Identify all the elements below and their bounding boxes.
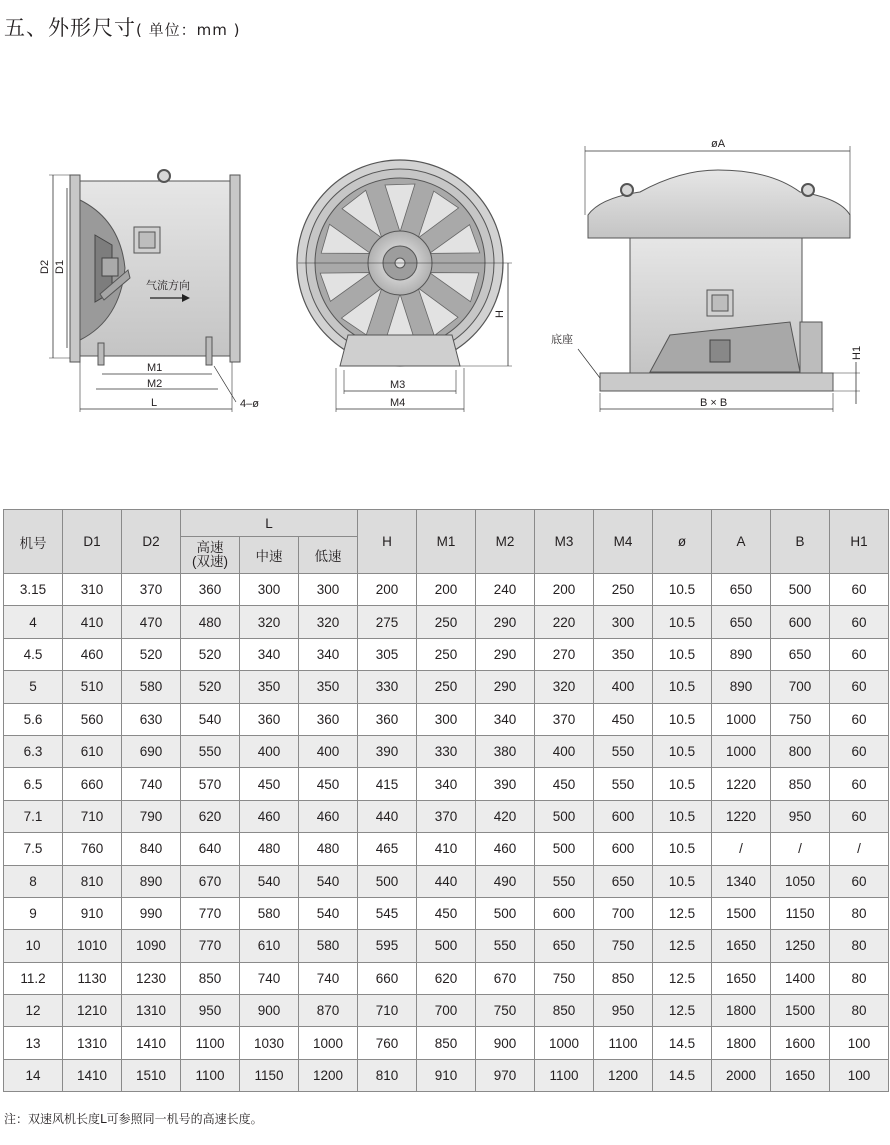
table-cell: 580 — [122, 671, 181, 703]
header-m1: M1 — [417, 510, 476, 574]
table-cell: 1650 — [771, 1059, 830, 1091]
table-row — [4, 1027, 889, 1059]
side-view — [39, 170, 259, 412]
table-cell: 500 — [358, 865, 417, 897]
table-cell: 850 — [771, 768, 830, 800]
header-m3: M3 — [535, 510, 594, 574]
table-row — [4, 703, 889, 735]
table-cell: / — [830, 833, 889, 865]
table-cell: 400 — [240, 735, 299, 767]
table-cell: 6.5 — [4, 768, 63, 800]
table-cell: 290 — [476, 638, 535, 670]
table-cell: 1250 — [771, 930, 830, 962]
table-cell: 490 — [476, 865, 535, 897]
table-cell: 545 — [358, 897, 417, 929]
table-cell: 700 — [771, 671, 830, 703]
table-cell: 300 — [240, 574, 299, 606]
table-row — [4, 800, 889, 832]
table-cell: 450 — [417, 897, 476, 929]
table-cell: 580 — [240, 897, 299, 929]
table-cell: 1210 — [63, 995, 122, 1027]
table-cell: 610 — [240, 930, 299, 962]
table-cell: 1000 — [712, 735, 771, 767]
table-cell: 100 — [830, 1027, 889, 1059]
table-cell: 580 — [299, 930, 358, 962]
table-cell: 200 — [417, 574, 476, 606]
table-cell: 3.15 — [4, 574, 63, 606]
table-cell: 80 — [830, 930, 889, 962]
table-cell: 1600 — [771, 1027, 830, 1059]
table-cell: 1200 — [594, 1059, 653, 1091]
header-phi: ø — [653, 510, 712, 574]
table-cell: 640 — [181, 833, 240, 865]
table-cell: 12.5 — [653, 897, 712, 929]
table-cell: 60 — [830, 703, 889, 735]
table-cell: 910 — [63, 897, 122, 929]
table-row — [4, 833, 889, 865]
table-cell: 350 — [240, 671, 299, 703]
table-cell: 1230 — [122, 962, 181, 994]
table-row — [4, 638, 889, 670]
table-cell: 900 — [240, 995, 299, 1027]
table-cell: 460 — [63, 638, 122, 670]
table-cell: 850 — [535, 995, 594, 1027]
table-cell: 1100 — [181, 1027, 240, 1059]
m3-label: M3 — [390, 379, 406, 391]
table-cell: 750 — [476, 995, 535, 1027]
table-cell: 420 — [476, 800, 535, 832]
table-cell: 7.5 — [4, 833, 63, 865]
header-l-low: 低速 — [299, 537, 358, 574]
table-cell: 460 — [299, 800, 358, 832]
table-cell: 360 — [181, 574, 240, 606]
table-cell: 1050 — [771, 865, 830, 897]
table-cell: 370 — [122, 574, 181, 606]
table-cell: 10.5 — [653, 833, 712, 865]
table-cell: 350 — [299, 671, 358, 703]
table-cell: 320 — [299, 606, 358, 638]
m2-label: M2 — [147, 378, 163, 390]
m1-label: M1 — [147, 362, 163, 374]
table-cell: 10.5 — [653, 606, 712, 638]
table-cell: 440 — [417, 865, 476, 897]
table-cell: 630 — [122, 703, 181, 735]
table-cell: 520 — [181, 671, 240, 703]
table-cell: 570 — [181, 768, 240, 800]
table-cell: 670 — [476, 962, 535, 994]
airflow-label: 气流方向 — [146, 280, 190, 292]
table-cell: 320 — [535, 671, 594, 703]
table-cell: 300 — [417, 703, 476, 735]
table-cell: 10.5 — [653, 574, 712, 606]
table-cell: 460 — [240, 800, 299, 832]
table-cell: 1000 — [299, 1027, 358, 1059]
table-cell: 440 — [358, 800, 417, 832]
table-cell: 340 — [240, 638, 299, 670]
table-cell: 360 — [299, 703, 358, 735]
table-cell: 200 — [358, 574, 417, 606]
header-l-high-sub: (双速) — [192, 554, 228, 569]
table-cell: 12 — [4, 995, 63, 1027]
table-cell: 400 — [594, 671, 653, 703]
table-cell: 700 — [417, 995, 476, 1027]
base-label: 底座 — [551, 334, 573, 346]
table-cell: 220 — [535, 606, 594, 638]
table-cell: 400 — [535, 735, 594, 767]
table-cell: 60 — [830, 735, 889, 767]
table-cell: 60 — [830, 638, 889, 670]
table-cell: 1400 — [771, 962, 830, 994]
table-cell: 770 — [181, 897, 240, 929]
dimension-table — [3, 509, 889, 1092]
roof-view — [551, 138, 863, 412]
table-cell: 890 — [122, 865, 181, 897]
table-cell: 1000 — [535, 1027, 594, 1059]
holes-label: 4–ø — [240, 398, 259, 410]
table-row — [4, 865, 889, 897]
table-cell: 1650 — [712, 930, 771, 962]
table-cell: 465 — [358, 833, 417, 865]
table-cell: 1220 — [712, 800, 771, 832]
table-cell: 550 — [476, 930, 535, 962]
table-cell: 540 — [299, 897, 358, 929]
table-cell: 950 — [771, 800, 830, 832]
table-cell: 790 — [122, 800, 181, 832]
table-cell: 10.5 — [653, 865, 712, 897]
table-cell: 700 — [594, 897, 653, 929]
table-cell: 560 — [63, 703, 122, 735]
heading-unit: ( 单位：mm ) — [136, 21, 241, 39]
table-cell: 540 — [181, 703, 240, 735]
table-cell: 890 — [712, 638, 771, 670]
table-cell: 10.5 — [653, 638, 712, 670]
table-cell: 450 — [594, 703, 653, 735]
table-cell: 450 — [240, 768, 299, 800]
header-h: H — [358, 510, 417, 574]
table-cell: 1000 — [712, 703, 771, 735]
table-cell: 1410 — [63, 1059, 122, 1091]
dimension-drawings — [0, 95, 890, 430]
table-cell: 390 — [358, 735, 417, 767]
table-cell: 370 — [535, 703, 594, 735]
table-cell: / — [712, 833, 771, 865]
table-cell: 910 — [417, 1059, 476, 1091]
table-cell: 450 — [299, 768, 358, 800]
table-cell: 5 — [4, 671, 63, 703]
table-cell: 610 — [63, 735, 122, 767]
table-cell: 595 — [358, 930, 417, 962]
table-cell: 10.5 — [653, 768, 712, 800]
table-cell: 2000 — [712, 1059, 771, 1091]
table-cell: 410 — [63, 606, 122, 638]
table-cell: 550 — [535, 865, 594, 897]
table-cell: 460 — [476, 833, 535, 865]
table-cell: 300 — [299, 574, 358, 606]
table-cell: 540 — [299, 865, 358, 897]
d1-label: D1 — [54, 259, 66, 274]
table-cell: 1150 — [771, 897, 830, 929]
table-cell: 330 — [417, 735, 476, 767]
table-cell: 6.3 — [4, 735, 63, 767]
table-cell: 11.2 — [4, 962, 63, 994]
table-cell: 340 — [417, 768, 476, 800]
table-cell: 370 — [417, 800, 476, 832]
table-cell: 1500 — [712, 897, 771, 929]
table-cell: 60 — [830, 800, 889, 832]
table-cell: 10.5 — [653, 671, 712, 703]
table-cell: 1220 — [712, 768, 771, 800]
table-cell: 250 — [417, 638, 476, 670]
table-cell: 360 — [358, 703, 417, 735]
table-cell: 620 — [181, 800, 240, 832]
table-cell: 80 — [830, 897, 889, 929]
heading-title: 五、外形尺寸 — [4, 16, 136, 40]
table-cell: 270 — [535, 638, 594, 670]
front-view — [297, 160, 512, 412]
table-body — [4, 574, 889, 1092]
table-cell: 12.5 — [653, 995, 712, 1027]
table-cell: 12.5 — [653, 962, 712, 994]
table-cell: 1100 — [181, 1059, 240, 1091]
table-cell: 240 — [476, 574, 535, 606]
table-cell: 810 — [358, 1059, 417, 1091]
table-cell: 80 — [830, 962, 889, 994]
table-cell: 10.5 — [653, 703, 712, 735]
table-cell: 510 — [63, 671, 122, 703]
table-cell: 13 — [4, 1027, 63, 1059]
table-cell: 1030 — [240, 1027, 299, 1059]
table-cell: 100 — [830, 1059, 889, 1091]
table-cell: 60 — [830, 606, 889, 638]
table-cell: 1510 — [122, 1059, 181, 1091]
table-cell: 520 — [181, 638, 240, 670]
table-cell: 1100 — [535, 1059, 594, 1091]
table-cell: 770 — [181, 930, 240, 962]
table-cell: 500 — [535, 833, 594, 865]
table-cell: 1010 — [63, 930, 122, 962]
table-row — [4, 671, 889, 703]
table-cell: 850 — [594, 962, 653, 994]
table-cell: 740 — [299, 962, 358, 994]
table-cell: 250 — [417, 671, 476, 703]
table-cell: 800 — [771, 735, 830, 767]
header-d1: D1 — [63, 510, 122, 574]
table-cell: 9 — [4, 897, 63, 929]
table-cell: 670 — [181, 865, 240, 897]
table-cell: 600 — [771, 606, 830, 638]
table-cell: 10.5 — [653, 800, 712, 832]
table-row — [4, 962, 889, 994]
table-cell: 1800 — [712, 995, 771, 1027]
table-cell: 10.5 — [653, 735, 712, 767]
header-l-high-label: 高速 — [196, 540, 224, 555]
table-cell: 660 — [63, 768, 122, 800]
bxb-label: B × B — [700, 397, 728, 409]
table-cell: 450 — [535, 768, 594, 800]
table-cell: 380 — [476, 735, 535, 767]
table-cell: 480 — [240, 833, 299, 865]
table-cell: 60 — [830, 574, 889, 606]
table-cell: 690 — [122, 735, 181, 767]
header-b: B — [771, 510, 830, 574]
table-cell: 740 — [122, 768, 181, 800]
table-cell: 470 — [122, 606, 181, 638]
table-cell: 4 — [4, 606, 63, 638]
l-label: L — [151, 397, 158, 409]
table-cell: 620 — [417, 962, 476, 994]
table-cell: 950 — [181, 995, 240, 1027]
table-cell: 500 — [476, 897, 535, 929]
table-cell: 650 — [712, 574, 771, 606]
header-h1: H1 — [830, 510, 889, 574]
table-cell: 760 — [358, 1027, 417, 1059]
table-cell: 320 — [240, 606, 299, 638]
table-cell: 540 — [240, 865, 299, 897]
table-cell: 250 — [417, 606, 476, 638]
table-cell: 1310 — [63, 1027, 122, 1059]
table-cell: 1130 — [63, 962, 122, 994]
table-cell: 1500 — [771, 995, 830, 1027]
table-row — [4, 1059, 889, 1091]
header-a: A — [712, 510, 771, 574]
table-cell: 410 — [417, 833, 476, 865]
table-cell: 350 — [594, 638, 653, 670]
table-row — [4, 897, 889, 929]
table-cell: 60 — [830, 671, 889, 703]
table-cell: 310 — [63, 574, 122, 606]
table-cell: 600 — [535, 897, 594, 929]
table-cell: 550 — [181, 735, 240, 767]
header-l-high — [181, 537, 240, 574]
table-cell: 650 — [535, 930, 594, 962]
table-row — [4, 574, 889, 606]
table-cell: 650 — [771, 638, 830, 670]
table-cell: 305 — [358, 638, 417, 670]
header-m2: M2 — [476, 510, 535, 574]
table-row — [4, 735, 889, 767]
table-cell: 14.5 — [653, 1027, 712, 1059]
d2-label: D2 — [39, 259, 51, 274]
table-cell: 1310 — [122, 995, 181, 1027]
table-cell: 390 — [476, 768, 535, 800]
table-cell: 480 — [299, 833, 358, 865]
table-cell: 300 — [594, 606, 653, 638]
table-row — [4, 768, 889, 800]
table-row — [4, 606, 889, 638]
table-cell: 1200 — [299, 1059, 358, 1091]
table-cell: 1100 — [594, 1027, 653, 1059]
table-cell: 970 — [476, 1059, 535, 1091]
table-cell: 480 — [181, 606, 240, 638]
table-cell: 14.5 — [653, 1059, 712, 1091]
table-cell: 7.1 — [4, 800, 63, 832]
table-row — [4, 995, 889, 1027]
table-cell: 340 — [476, 703, 535, 735]
table-cell: 550 — [594, 768, 653, 800]
table-cell: 360 — [240, 703, 299, 735]
table-cell: 710 — [63, 800, 122, 832]
header-d2: D2 — [122, 510, 181, 574]
table-cell: 275 — [358, 606, 417, 638]
table-cell: 890 — [712, 671, 771, 703]
table-cell: 340 — [299, 638, 358, 670]
table-cell: 290 — [476, 606, 535, 638]
header-l: L — [181, 510, 358, 537]
table-cell: 650 — [712, 606, 771, 638]
table-cell: 60 — [830, 865, 889, 897]
header-m4: M4 — [594, 510, 653, 574]
table-cell: 60 — [830, 768, 889, 800]
table-cell: 250 — [594, 574, 653, 606]
table-cell: 400 — [299, 735, 358, 767]
table-cell: 1410 — [122, 1027, 181, 1059]
table-cell: 10 — [4, 930, 63, 962]
table-cell: 950 — [594, 995, 653, 1027]
table-cell: 8 — [4, 865, 63, 897]
table-cell: 1340 — [712, 865, 771, 897]
table-cell: 5.6 — [4, 703, 63, 735]
table-cell: 4.5 — [4, 638, 63, 670]
page-heading — [4, 12, 240, 42]
table-cell: 500 — [771, 574, 830, 606]
header-no: 机号 — [4, 510, 63, 574]
table-cell: 550 — [594, 735, 653, 767]
table-cell: 750 — [594, 930, 653, 962]
table-cell: 600 — [594, 833, 653, 865]
table-cell: 290 — [476, 671, 535, 703]
table-cell: 12.5 — [653, 930, 712, 962]
h-label: H — [494, 310, 506, 318]
table-cell: 650 — [594, 865, 653, 897]
table-cell: 1150 — [240, 1059, 299, 1091]
footnote: 注：双速风机长度L可参照同一机号的高速长度。 — [4, 1112, 263, 1126]
table-cell: 900 — [476, 1027, 535, 1059]
header-l-mid: 中速 — [240, 537, 299, 574]
table-cell: 600 — [594, 800, 653, 832]
h1-label: H1 — [851, 345, 863, 360]
table-cell: 200 — [535, 574, 594, 606]
a-label: øA — [711, 138, 726, 150]
table-cell: 750 — [771, 703, 830, 735]
table-cell: 840 — [122, 833, 181, 865]
table-cell: 415 — [358, 768, 417, 800]
table-cell: 330 — [358, 671, 417, 703]
table-cell: 1650 — [712, 962, 771, 994]
table-cell: / — [771, 833, 830, 865]
table-cell: 710 — [358, 995, 417, 1027]
table-cell: 520 — [122, 638, 181, 670]
table-cell: 990 — [122, 897, 181, 929]
table-cell: 850 — [181, 962, 240, 994]
table-cell: 810 — [63, 865, 122, 897]
table-cell: 850 — [417, 1027, 476, 1059]
table-cell: 760 — [63, 833, 122, 865]
table-row — [4, 930, 889, 962]
table-cell: 14 — [4, 1059, 63, 1091]
table-cell: 1090 — [122, 930, 181, 962]
table-cell: 660 — [358, 962, 417, 994]
table-cell: 740 — [240, 962, 299, 994]
table-cell: 1800 — [712, 1027, 771, 1059]
m4-label: M4 — [390, 397, 406, 409]
table-cell: 750 — [535, 962, 594, 994]
table-cell: 870 — [299, 995, 358, 1027]
table-cell: 500 — [535, 800, 594, 832]
table-cell: 500 — [417, 930, 476, 962]
table-cell: 80 — [830, 995, 889, 1027]
